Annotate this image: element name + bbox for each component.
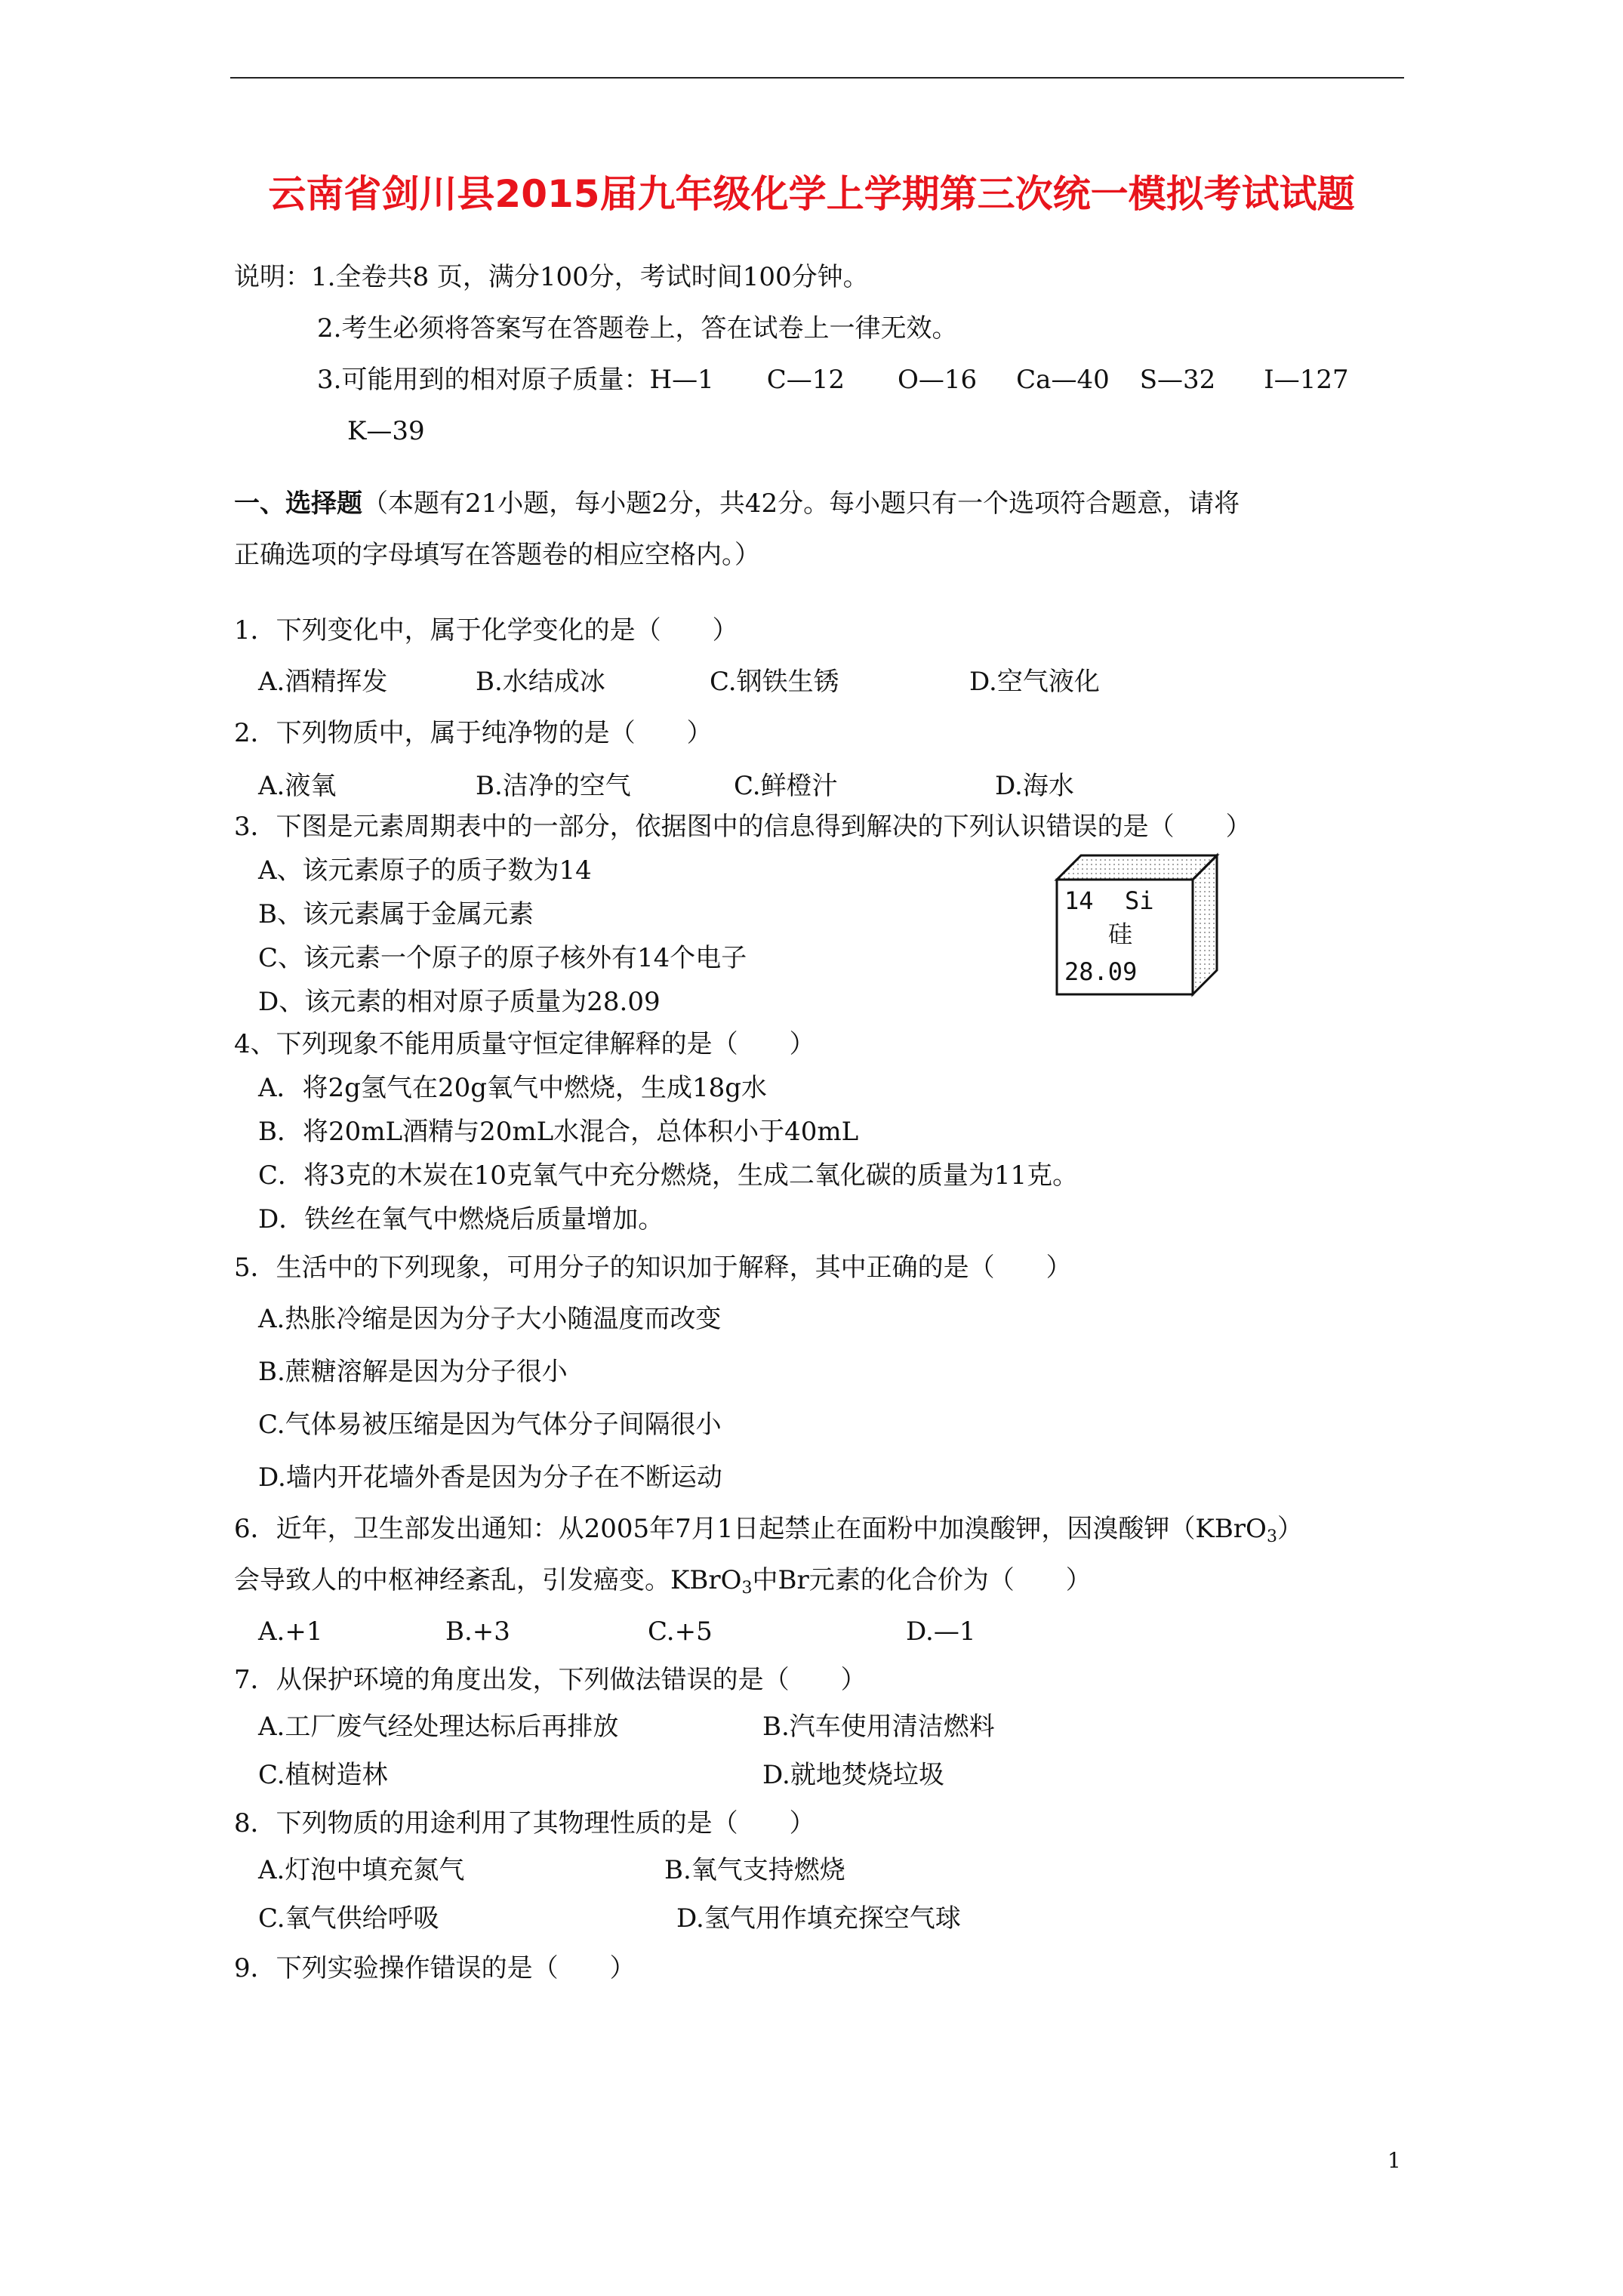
q7-option-d: D.就地焚烧垃圾 — [762, 1760, 944, 1790]
question-8-stem: 8．下列物质的用途利用了其物理性质的是（ ） — [234, 1808, 815, 1838]
question-1-stem: 1．下列变化中，属于化学变化的是（ ） — [234, 615, 738, 646]
mass-o: O—16 — [898, 365, 978, 395]
note-2: 2.考生必须将答案写在答题卷上，答在试卷上一律无效。 — [317, 313, 958, 344]
q6-line-2-text-a: 会导致人的中枢神经紊乱，引发癌变。KBrO — [234, 1565, 742, 1595]
q6-line-2-text-b: 中Br元素的化合价为（ ） — [752, 1565, 1092, 1595]
q3-option-b: B、该元素属于金属元素 — [258, 899, 534, 929]
q4-option-d: D．铁丝在氧气中燃烧后质量增加。 — [258, 1204, 664, 1234]
question-6-line-1 — [234, 1516, 1303, 1546]
q6-option-d: D.—1 — [906, 1616, 976, 1647]
note-3-prefix: 3.可能用到的相对原子质量： — [317, 365, 650, 395]
q6-option-c: C.+5 — [648, 1616, 713, 1647]
q6-option-b: B.+3 — [445, 1616, 510, 1647]
note-1: 说明：1.全卷共8 页，满分100分，考试时间100分钟。 — [234, 262, 869, 292]
element-name: 硅 — [1108, 920, 1133, 948]
q5-option-b: B.蔗糖溶解是因为分子很小 — [258, 1357, 568, 1387]
question-6-line-2 — [234, 1567, 1092, 1597]
element-atomic-number: 14 — [1064, 886, 1094, 915]
q4-option-b: B．将20mL酒精与20mL水混合，总体积小于40mL — [258, 1117, 859, 1147]
q1-option-c: C.钢铁生锈 — [710, 667, 839, 697]
q4-option-c: C．将3克的木炭在10克氧气中充分燃烧，生成二氧化碳的质量为11克。 — [258, 1160, 1079, 1191]
mass-i: I—127 — [1264, 365, 1349, 395]
question-4-stem: 4、下列现象不能用质量守恒定律解释的是（ ） — [234, 1029, 815, 1059]
q1-option-b: B.水结成冰 — [476, 667, 605, 697]
q3-option-a: A、该元素原子的质子数为14 — [258, 855, 592, 886]
mass-h: H—1 — [649, 365, 714, 395]
note-3-continued: K—39 — [347, 416, 425, 446]
question-2-stem: 2．下列物质中，属于纯净物的是（ ） — [234, 718, 713, 748]
mass-ca: Ca—40 — [1016, 365, 1110, 395]
question-3-stem: 3．下图是元素周期表中的一部分，依据图中的信息得到解决的下列认识错误的是（ ） — [234, 812, 1252, 842]
q2-option-b: B.洁净的空气 — [476, 771, 631, 801]
q5-option-c: C.气体易被压缩是因为气体分子间隔很小 — [258, 1410, 722, 1440]
q1-option-a: A.酒精挥发 — [258, 667, 388, 697]
q8-option-c: C.氧气供给呼吸 — [258, 1903, 439, 1934]
q8-option-b: B.氧气支持燃烧 — [664, 1855, 845, 1885]
q8-option-d: D.氢气用作填充探空气球 — [676, 1903, 961, 1934]
q5-option-d: D.墙内开花墙外香是因为分子在不断运动 — [258, 1462, 722, 1493]
q2-option-d: D.海水 — [995, 771, 1074, 801]
q3-option-c: C、该元素一个原子的原子核外有14个电子 — [258, 943, 747, 973]
q3-option-d: D、该元素的相对原子质量为28.09 — [258, 987, 661, 1017]
question-9-stem: 9．下列实验操作错误的是（ ） — [234, 1953, 636, 1983]
page-number: 1 — [1387, 2148, 1401, 2173]
q6-option-a: A.+1 — [258, 1616, 323, 1647]
element-symbol: Si — [1125, 886, 1154, 915]
q2-option-c: C.鲜橙汁 — [734, 771, 838, 801]
q7-option-b: B.汽车使用清洁燃料 — [762, 1712, 995, 1742]
mass-c: C—12 — [766, 365, 845, 395]
section-1-label: 一、选择题 — [234, 488, 362, 519]
q6-line-1-text: 6．近年，卫生部发出通知：从2005年7月1日起禁止在面粉中加溴酸钾，因溴酸钾（KBrO — [234, 1514, 1267, 1544]
q7-option-a: A.工厂废气经处理达标后再排放 — [258, 1712, 619, 1742]
q4-option-a: A．将2g氢气在20g氧气中燃烧，生成18g水 — [258, 1073, 768, 1103]
note-3 — [317, 367, 1349, 393]
q2-option-a: A.液氧 — [258, 771, 337, 801]
q1-option-d: D.空气液化 — [969, 667, 1100, 697]
element-tile-silicon — [1049, 849, 1223, 1000]
q7-option-c: C.植树造林 — [258, 1760, 388, 1790]
question-7-stem: 7．从保护环境的角度出发，下列做法错误的是（ ） — [234, 1665, 867, 1695]
question-5-stem: 5．生活中的下列现象，可用分子的知识加于解释，其中正确的是（ ） — [234, 1253, 1072, 1283]
q8-option-a: A.灯泡中填充氮气 — [258, 1855, 465, 1885]
section-1-desc-2: 正确选项的字母填写在答题卷的相应空格内。） — [234, 540, 760, 570]
q6-line-1-end: ） — [1277, 1514, 1303, 1544]
page-title: 云南省剑川县2015届九年级化学上学期第三次统一模拟考试试题 — [268, 172, 1355, 216]
element-atomic-mass: 28.09 — [1064, 957, 1138, 986]
header-rule — [230, 77, 1404, 79]
q6-subscript-2: 3 — [741, 1579, 753, 1598]
section-1-heading — [234, 488, 1240, 519]
q5-option-a: A.热胀冷缩是因为分子大小随温度而改变 — [258, 1304, 722, 1334]
section-1-desc-1: （本题有21小题，每小题2分，共42分。每小题只有一个选项符合题意，请将 — [362, 488, 1240, 519]
q6-subscript-1: 3 — [1266, 1527, 1277, 1546]
mass-s: S—32 — [1139, 365, 1216, 395]
